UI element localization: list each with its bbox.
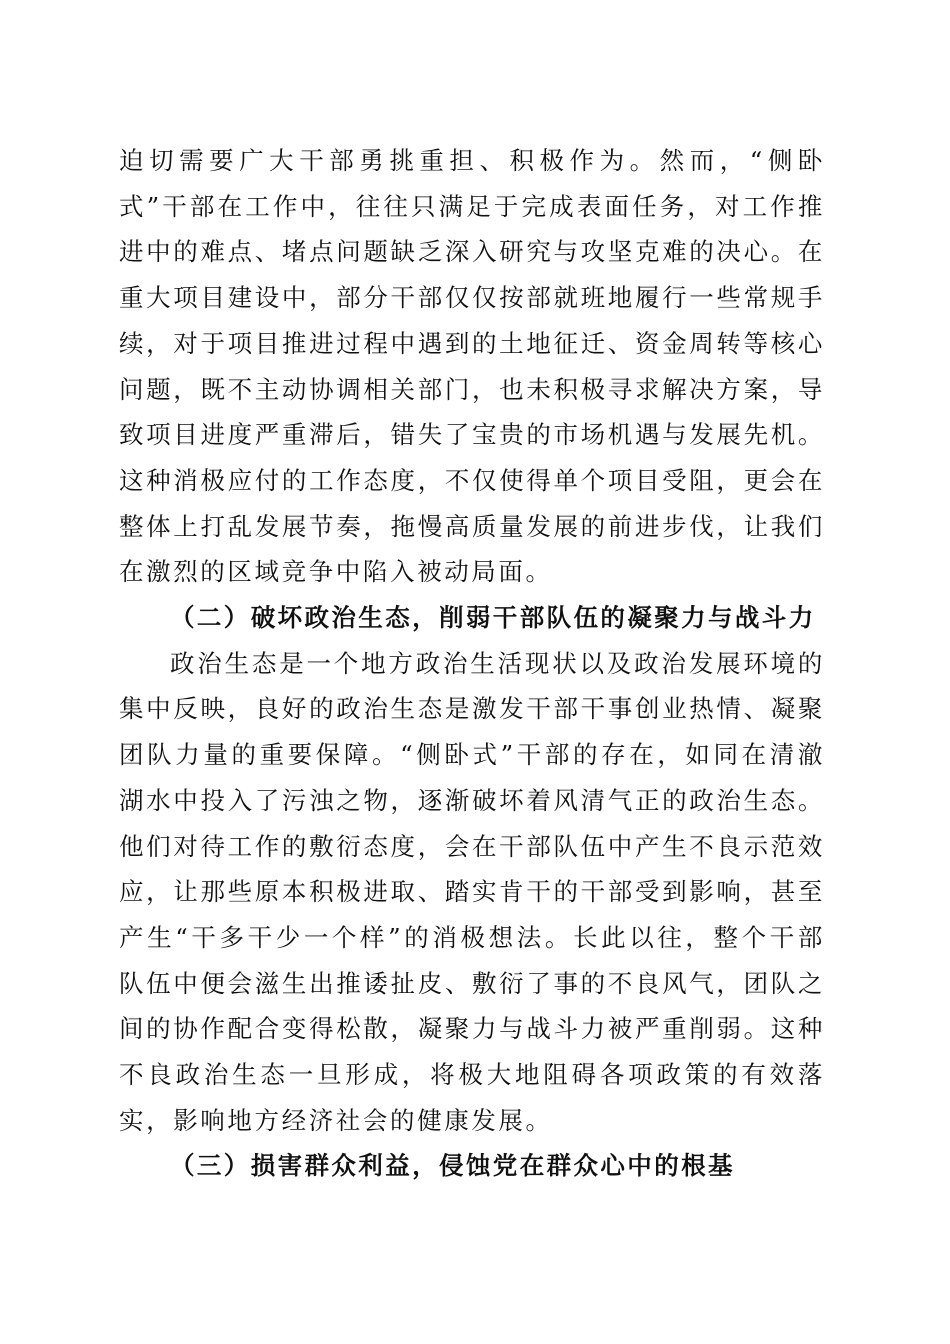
- section-heading-2: （二）破坏政治生态，削弱干部队伍的凝聚力与战斗力: [170, 603, 816, 633]
- body-paragraph-2: 政治生态是一个地方政治生活现状以及政治发展环境的集中反映，良好的政治生态是激发干部干事创业热情、凝聚团队力量的重要保障。“侧卧式”干部的存在，如同在清澈湖水中投入了污浊之物，逐渐破坏着风清气正的政治生态。他们对待工作的敷衍态度，会在干部队伍中产生不良示范效应，让那些原本积极进取、踏实肯干的干部受到影响，甚至产生“干多干少一个样”的消极想法。长此以往，整个干部队伍中便会滋生出推诿扯皮、敷衍了事的不良风气，团队之间的协作配合变得松散，凝聚力与战斗力被严重削弱。这种不良政治生态一旦形成，将极大地阻碍各项政策的有效落实，影响地方经济社会的健康发展。: [119, 648, 825, 1135]
- document-body: [119, 138, 825, 1189]
- body-paragraph-1: 迫切需要广大干部勇挑重担、积极作为。然而，“侧卧式”干部在工作中，往往只满足于完成表面任务，对工作推进中的难点、堵点问题缺乏深入研究与攻坚克难的决心。在重大项目建设中，部分干部仅仅按部就班地履行一些常规手续，对于项目推进过程中遇到的土地征迁、资金周转等核心问题，既不主动协调相关部门，也未积极寻求解决方案，导致项目进度严重滞后，错失了宝贵的市场机遇与发展先机。这种消极应付的工作态度，不仅使得单个项目受阻，更会在整体上打乱发展节奏，拖慢高质量发展的前进步伐，让我们在激烈的区域竞争中陷入被动局面。: [119, 146, 825, 587]
- section-heading-3: （三）损害群众利益，侵蚀党在群众心中的根基: [170, 1151, 735, 1181]
